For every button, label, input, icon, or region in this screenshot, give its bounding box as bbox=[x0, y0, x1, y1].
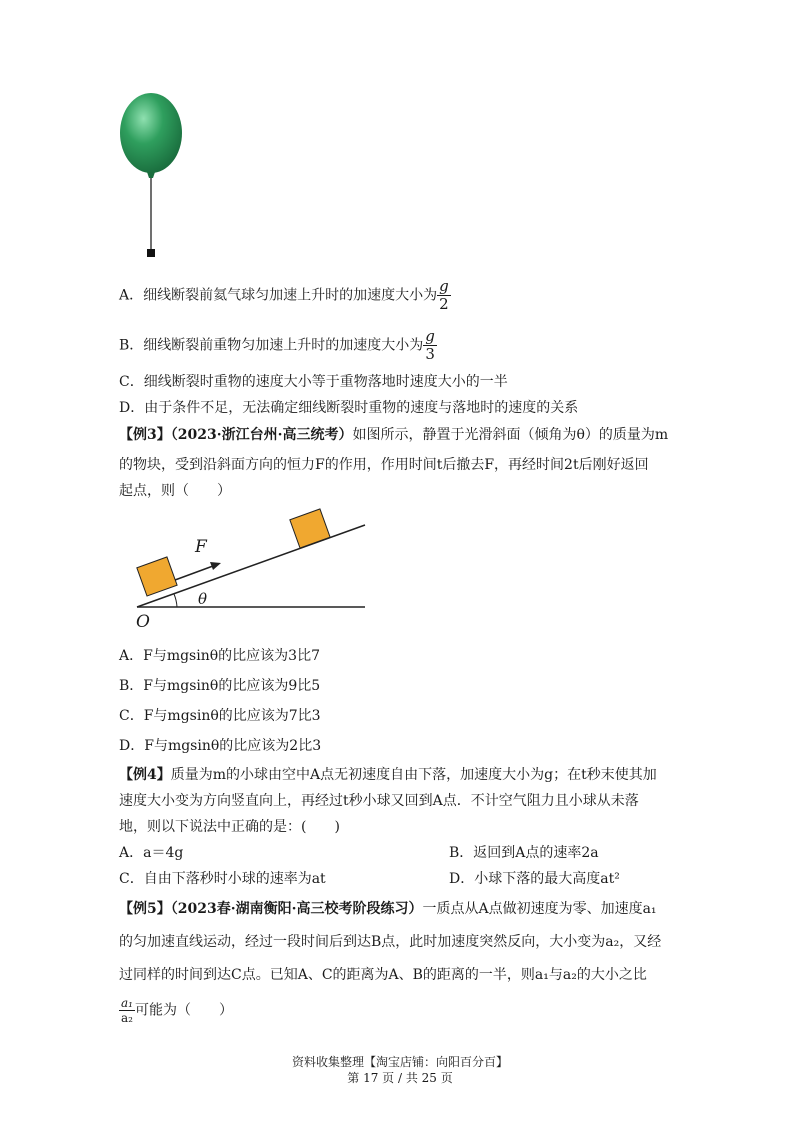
ex4-option-d: D．小球下落的最大高度at² bbox=[449, 871, 620, 887]
incline-line bbox=[137, 525, 365, 607]
ex3-option-c: C．F与mgsinθ的比应该为7比3 bbox=[119, 708, 321, 724]
balloon-figure bbox=[112, 90, 192, 265]
ex4-line1: 【例4】质量为m的小球由空中A点无初速度自由下落，加速度大小为g；在t秒末使其加 bbox=[119, 767, 657, 783]
force-arrowhead bbox=[210, 562, 221, 570]
ex5-line1: 【例5】（2023春·湖南衡阳·高三校考阶段练习）一质点从A点做初速度为零、加速度a₁ bbox=[119, 901, 657, 917]
option-prev-b: B．细线断裂前重物匀加速上升时的加速度大小为 $\frac{g}{3}$ bbox=[119, 327, 435, 363]
balloon-knot bbox=[147, 172, 155, 178]
option-prev-d: D．由于条件不足，无法确定细线断裂时重物的速度与落地时的速度的关系 bbox=[119, 400, 579, 416]
ex3-line1: 【例3】（2023·浙江台州·高三统考）如图所示，静置于光滑斜面（倾角为θ）的质量为m bbox=[119, 427, 669, 443]
angle-label: θ bbox=[198, 590, 208, 608]
ex3-line2: 的物块，受到沿斜面方向的恒力F的作用，作用时间t后撤去F，再经时间2t后刚好返回 bbox=[119, 457, 649, 473]
fraction-g-over-2: $\frac{g}{2}$ bbox=[439, 277, 449, 313]
footer-source: 资料收集整理【淘宝店铺：向阳百分百】 bbox=[291, 1055, 508, 1069]
ex3-line3: 起点，则（ ） bbox=[119, 483, 231, 499]
ex4-line3: 地，则以下说法中正确的是：( ) bbox=[119, 819, 340, 835]
angle-arc bbox=[174, 594, 177, 607]
ex4-option-b: B．返回到A点的速率2a bbox=[449, 845, 599, 861]
incline-figure bbox=[125, 508, 375, 633]
ex5-tag: 【例5】 bbox=[119, 901, 171, 917]
ex5-source: （2023春·湖南衡阳·高三校考阶段练习） bbox=[170, 901, 423, 917]
ex5-line2: 的匀加速直线运动，经过一段时间后到达B点，此时加速度突然反向，大小变为a₂，又经 bbox=[119, 934, 662, 950]
ex3-source: （2023·浙江台州·高三统考） bbox=[170, 427, 353, 443]
force-label: F bbox=[195, 537, 207, 557]
ex3-tag: 【例3】 bbox=[119, 427, 171, 443]
ex4-line2: 速度大小变为方向竖直向上，再经过t秒小球又回到A点．不计空气阻力且小球从未落 bbox=[119, 793, 639, 809]
fraction-g-over-3: $\frac{g}{3}$ bbox=[425, 327, 435, 363]
ex4-option-c: C．自由下落秒时小球的速率为at bbox=[119, 871, 326, 887]
force-arrow bbox=[175, 566, 213, 580]
fraction-a1-over-a2: $\frac{\text{a₁}}{\text{a₂}}$ bbox=[121, 996, 133, 1025]
origin-label: O bbox=[136, 612, 150, 632]
block-top bbox=[290, 509, 330, 548]
option-prev-a: A．细线断裂前氦气球匀加速上升时的加速度大小为 $\frac{g}{2}$ bbox=[119, 277, 449, 313]
ex3-option-d: D．F与mgsinθ的比应该为2比3 bbox=[119, 738, 322, 754]
block-bottom bbox=[137, 557, 177, 596]
ex4-option-a: A．a＝4g bbox=[119, 845, 184, 861]
weight-block bbox=[147, 249, 155, 257]
ex5-line3: 过同样的时间到达C点。已知A、C的距离为A、B的距离的一半，则a₁与a₂的大小之比 bbox=[119, 967, 647, 983]
balloon-body bbox=[120, 93, 182, 173]
ex3-option-a: A．F与mgsinθ的比应该为3比7 bbox=[119, 648, 320, 664]
option-prev-c: C．细线断裂时重物的速度大小等于重物落地时速度大小的一半 bbox=[119, 374, 508, 390]
ex5-line4: $\frac{\text{a₁}}{\text{a₂}}$ 可能为（ ） bbox=[121, 996, 233, 1025]
ex3-option-b: B．F与mgsinθ的比应该为9比5 bbox=[119, 678, 321, 694]
ex4-tag: 【例4】 bbox=[119, 767, 171, 783]
page-number: 第 17 页 / 共 25 页 bbox=[347, 1071, 453, 1085]
